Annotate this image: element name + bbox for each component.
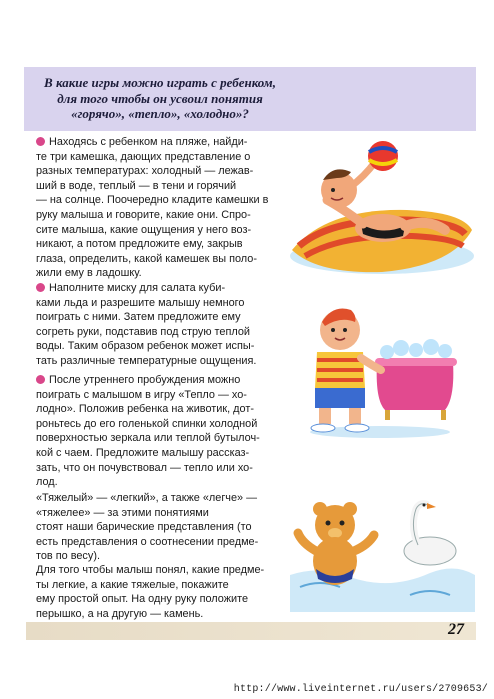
text-line: перышко, а на другую — камень. bbox=[36, 607, 204, 620]
text-line: стоят наши барические представления (то bbox=[36, 521, 252, 534]
text-line: лод. bbox=[36, 476, 58, 489]
text-line: поиграть с ними. Затем предложите ему bbox=[36, 311, 241, 324]
text-line: кой с чаем. Предложите малышу рассказ- bbox=[36, 446, 250, 459]
page-number: 27 bbox=[448, 621, 464, 638]
boy-at-bathtub-illustration bbox=[295, 300, 465, 440]
text-line: те три камешка, дающих представление о bbox=[36, 150, 251, 163]
text-line: Наполните миску для салата куби- bbox=[49, 282, 226, 294]
text-line: ему простой опыт. На одну руку положите bbox=[36, 593, 248, 606]
text-line: согреть руки, подставив под струю теплой bbox=[36, 325, 250, 338]
text-line: руку малыша и говорите, какие они. Спро- bbox=[36, 208, 251, 221]
paragraph-feather-stone bbox=[36, 563, 276, 621]
paragraph-beach-stones bbox=[36, 135, 276, 281]
text-line: тов по весу). bbox=[36, 550, 100, 563]
text-line: — на солнце. Поочередно кладите камешки в bbox=[36, 194, 269, 207]
watermark-url: http://www.liveinternet.ru/users/2709653/ bbox=[233, 684, 488, 695]
text-line: «Тяжелый» — «легкий», а также «легче» — bbox=[36, 492, 258, 504]
text-line: сите малыша, какие ощущения у него воз- bbox=[36, 223, 252, 236]
text-line: Находясь с ребенком на пляже, найди- bbox=[49, 136, 248, 148]
text-line: есть представления о соотнесении предме- bbox=[36, 535, 259, 548]
text-line: поиграть с малышом в игру «Тепло — хо- bbox=[36, 388, 247, 401]
text-line: ты легкие, а какие тяжелые, покажите bbox=[36, 578, 229, 591]
text-line: «тяжелее» — за этими понятиями bbox=[36, 506, 209, 519]
text-line: После утреннего пробуждения можно bbox=[49, 374, 241, 386]
footer-band bbox=[26, 622, 476, 640]
text-line: ший в воде, теплый — в тени и горячий bbox=[36, 179, 237, 192]
paragraph-ice-bowl bbox=[36, 281, 276, 369]
text-line: Для того чтобы малыш понял, какие предме- bbox=[36, 564, 265, 576]
header-line-1: В какие игры можно играть с ребенком, bbox=[44, 75, 276, 90]
bullet-icon bbox=[36, 137, 45, 146]
text-line: зать, что он почувствовал — тепло или хо- bbox=[36, 461, 253, 474]
bear-and-swan-illustration bbox=[290, 487, 475, 612]
question-header bbox=[30, 75, 290, 122]
bullet-icon bbox=[36, 283, 45, 292]
header-line-2: для того чтобы он усвоил понятия bbox=[57, 90, 263, 106]
text-line: воды. Таким образом ребенок может испы- bbox=[36, 340, 255, 353]
boy-on-float-illustration bbox=[287, 138, 477, 280]
bullet-icon bbox=[36, 375, 45, 384]
header-line-3: «горячо», «тепло», «холодно»? bbox=[71, 106, 249, 121]
text-line: роньтесь до его голенькой спинки холодной bbox=[36, 417, 258, 430]
paragraph-warm-cold-game bbox=[36, 373, 276, 490]
text-line: глаза, определить, какой камешек вы поло- bbox=[36, 252, 257, 265]
text-line: поверхностью зеркала или теплой бутылоч- bbox=[36, 432, 260, 445]
text-line: лодно». Положив ребенка на животик, дот- bbox=[36, 403, 254, 416]
text-line: жили ему в ладошку. bbox=[36, 267, 142, 280]
paragraph-heavy-light bbox=[36, 491, 276, 564]
text-line: разных температурах: холодный — лежав- bbox=[36, 165, 254, 178]
text-line: ками льда и разрешите малышу немного bbox=[36, 296, 245, 309]
text-line: тать различные температурные ощущения. bbox=[36, 354, 257, 367]
text-line: никают, а потом предложите ему, закрыв bbox=[36, 238, 243, 251]
